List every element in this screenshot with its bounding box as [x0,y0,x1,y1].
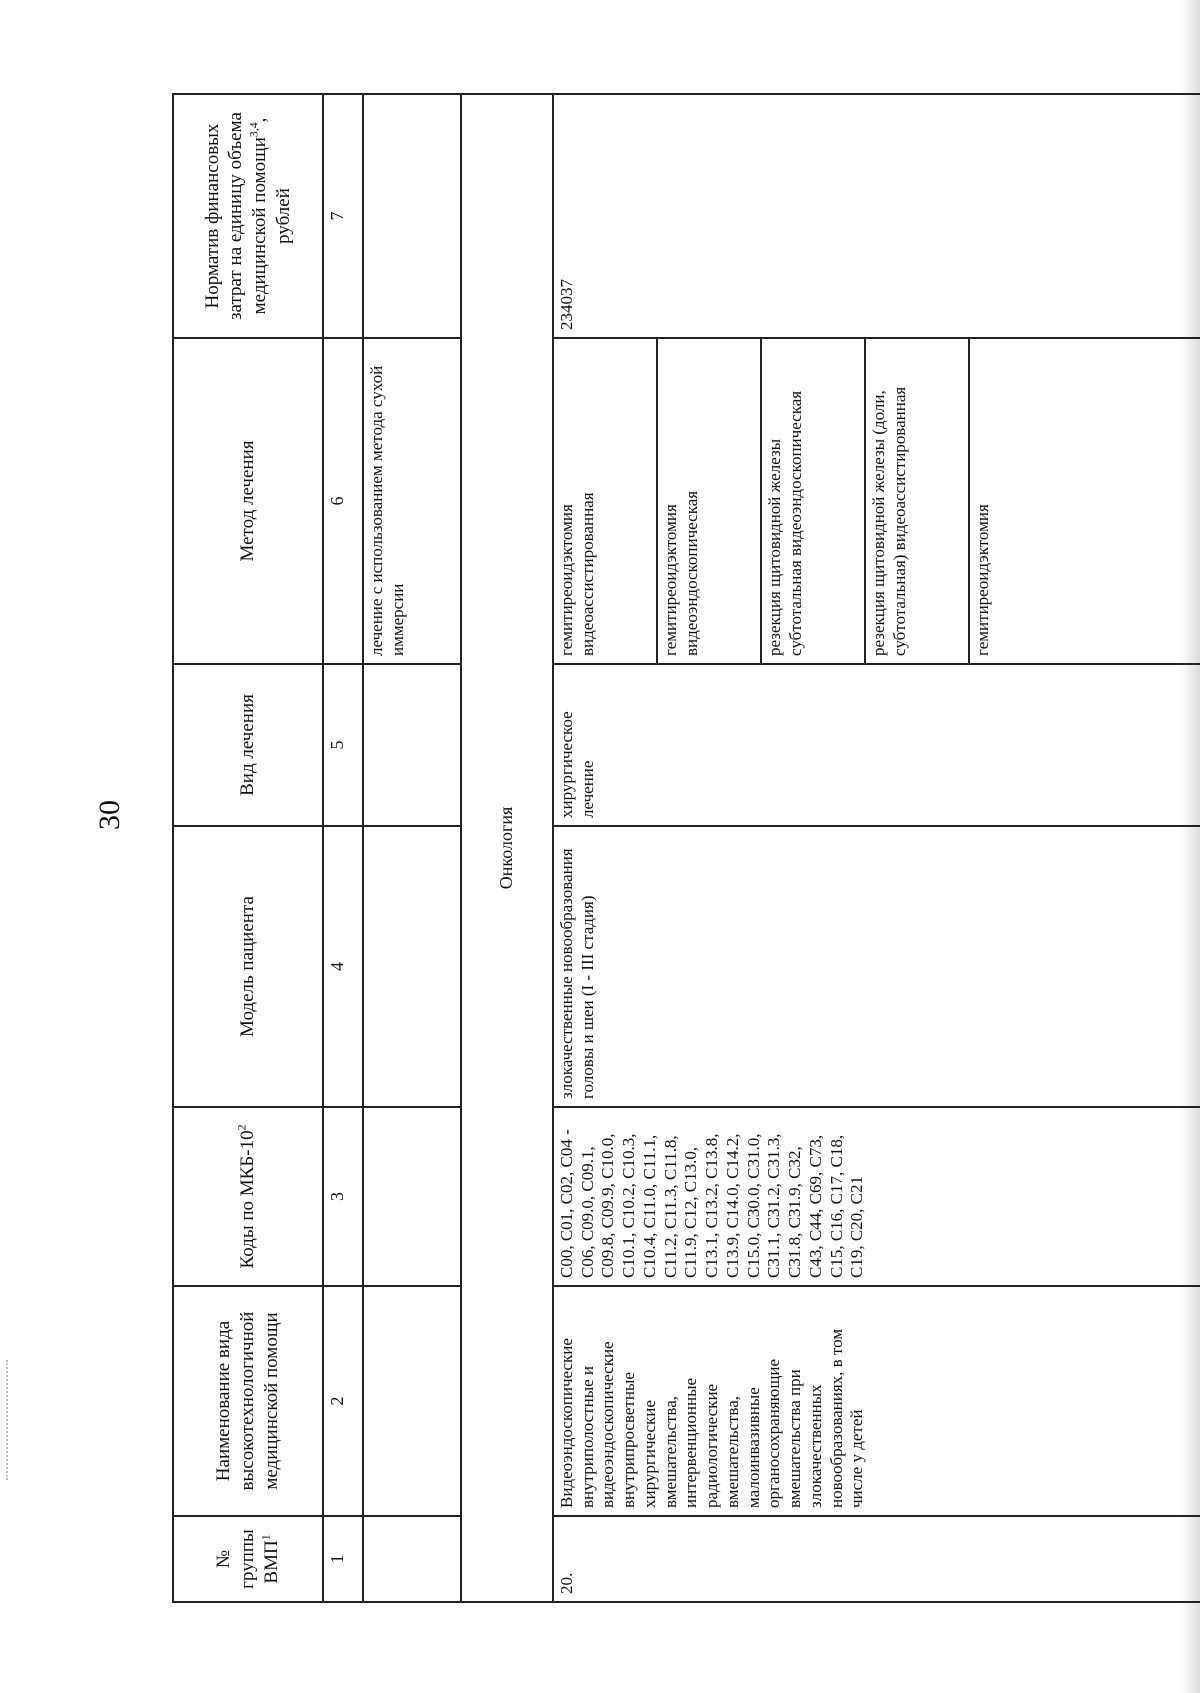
scan-margin-dots [6,1360,10,1480]
group-name: Видеоэндоскопические внутриполостные и видеоэндоскопические внутрипросветные хирургические вмешательства, интервенционные радиологические вмешательства, малоинвазивные органосохраняющие вмешательства при злокачественных новообразованиях, в том числе у детей [553,1286,1200,1516]
cost-value: 234037 [553,94,1200,338]
header-cost-standard: Норматив финансовых затрат на единицу объема медицинской помощи$^{3,4}$, рублей [173,94,323,338]
header-icd-codes: Коды по МКБ-$10^2$ [173,1107,323,1286]
column-number: 1 [323,1516,363,1602]
group-row [553,94,657,1602]
continuation-method: лечение с использованием метода сухой иммерсии [363,338,461,664]
continuation-row [363,94,461,1602]
rotated-table-container [172,95,1200,1603]
column-number-row [323,94,363,1602]
patient-model: злокачественные новообразования головы и шеи (I - III стадия) [553,826,1200,1107]
column-number: 7 [323,94,363,338]
section-row [461,94,553,1602]
column-number: 5 [323,664,363,826]
group-number: 20. [553,1516,1200,1602]
column-number: 3 [323,1107,363,1286]
icd-codes: C00, C01, C02, C04 - C06, C09.0, C09.1, C09.8, C09.9, C10.0, C10.1, C10.2, C10.3, C10.4, C11.0, C11.1, C11.2, C11.3, C11.8, C11.9, C12, C13.0, C13.1, C13.2, C13.8, C13.9, C14.0, C14.2, C15.0, C30.0, C31.0, C31.1, C31.2, C31.3, C31.8, C31.9, C32, C43, C44, C69, C73, C15, C16, C17, C18, C19, C20, C21 [553,1107,1200,1286]
header-patient-model: Модель пациента [173,826,323,1107]
column-number: 4 [323,826,363,1107]
header-group-number: № группы ВМП$^1$ [173,1516,323,1602]
column-number: 6 [323,338,363,664]
header-treatment-method: Метод лечения [173,338,323,664]
page-number: 30 [93,800,126,830]
treatment-method: гемитиреоидэктомия видеоассистированная [553,338,657,664]
treatment-method: резекция щитовидной железы (доли, субтотальная) видеоассистированная [865,338,969,664]
treatment-method: резекция щитовидной железы субтотальная видеоэндоскопическая [761,338,865,664]
treatment-method: гемитиреоидэктомия видеоэндоскопическая [657,338,761,664]
treatment-type: хирургическое лечение [553,664,1200,826]
column-number: 2 [323,1286,363,1516]
section-title: Онкология [461,94,553,1602]
treatment-method: гемитиреоидэктомия [969,338,1200,664]
table-header-row [173,94,323,1602]
vmp-table [172,93,1200,1603]
header-treatment-type: Вид лечения [173,664,323,826]
header-vmp-name: Наименование вида высокотехнологичной медицинской помощи [173,1286,323,1516]
